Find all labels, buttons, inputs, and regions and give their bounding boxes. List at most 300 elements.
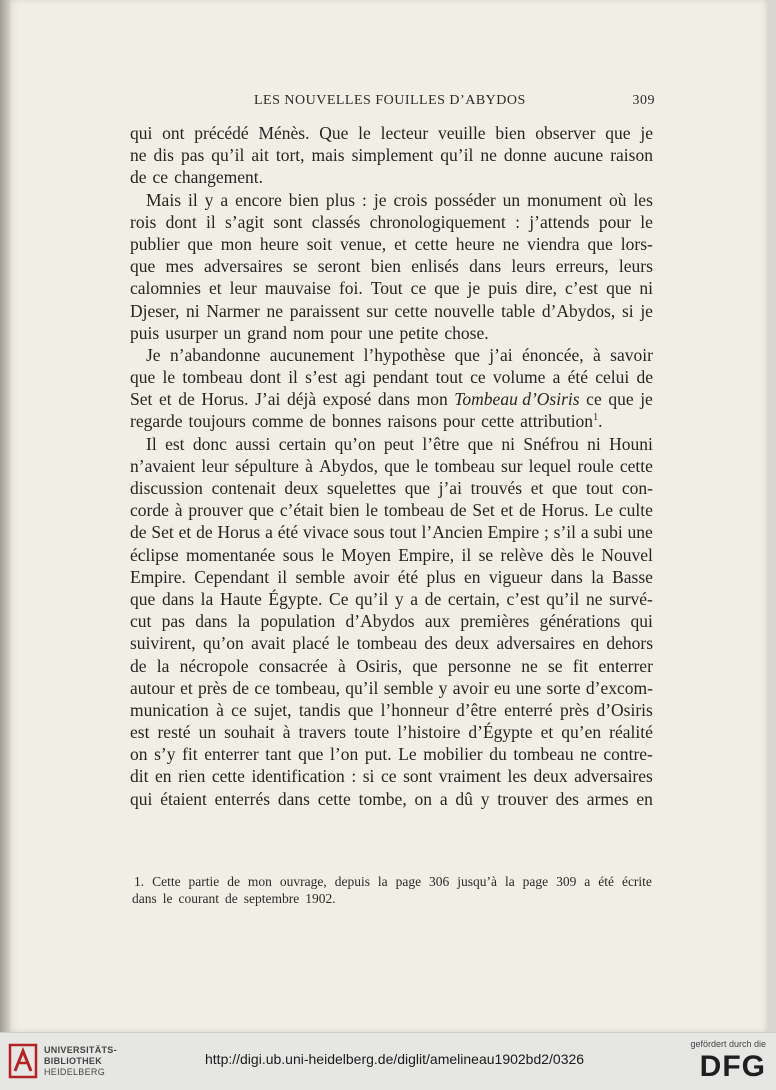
- word: tombe,: [358, 788, 407, 809]
- word: se: [478, 544, 494, 565]
- word: des: [424, 633, 448, 654]
- dfg-logo[interactable]: DFG: [699, 1050, 766, 1083]
- word: d’excom-: [585, 677, 653, 698]
- word: raisons: [387, 411, 438, 432]
- word: de: [424, 588, 442, 609]
- word: de: [309, 411, 326, 432]
- institution-line: BIBLIOTHEK: [44, 1056, 102, 1066]
- word: mais: [311, 145, 345, 166]
- word: qu’il: [546, 588, 580, 609]
- word: et: [178, 522, 192, 543]
- word: nécropole: [179, 655, 249, 676]
- word: mon: [247, 874, 272, 889]
- word: ce: [410, 278, 427, 299]
- word: je: [640, 300, 653, 321]
- word: de: [224, 891, 238, 906]
- word: puis: [130, 322, 160, 343]
- word: a: [580, 522, 589, 543]
- word: qui: [630, 611, 653, 632]
- word: Houni: [609, 433, 653, 454]
- word: nom: [293, 322, 325, 343]
- word: sur: [366, 300, 388, 321]
- word: 306: [429, 874, 450, 889]
- word: de: [232, 677, 250, 698]
- word: Narmer: [206, 300, 260, 321]
- word: que: [552, 478, 578, 498]
- word: munication: [130, 699, 209, 720]
- word: que: [454, 344, 480, 365]
- word: fit: [182, 744, 198, 765]
- word: Que: [319, 123, 349, 143]
- word: je: [640, 123, 653, 143]
- word: lequel: [528, 455, 572, 476]
- word: publier: [130, 233, 180, 254]
- word: ni: [186, 300, 200, 321]
- word: que: [130, 367, 156, 388]
- word: population: [260, 611, 336, 632]
- footnote-reference[interactable]: 1: [593, 412, 599, 424]
- text-line: [130, 277, 653, 299]
- word: Moyen: [341, 544, 391, 565]
- word: le: [321, 544, 334, 565]
- word: de: [227, 874, 240, 889]
- word: lecteur: [380, 123, 429, 143]
- word: 309: [556, 874, 577, 889]
- word: ;: [543, 522, 549, 543]
- institution-line: HEIDELBERG: [44, 1067, 106, 1077]
- word: d’Égypte: [468, 722, 533, 743]
- word: qu’on: [334, 433, 376, 454]
- word: vivace: [302, 522, 349, 543]
- word: le: [162, 367, 176, 388]
- word: l’histoire: [397, 722, 461, 743]
- word: enterrer: [598, 655, 653, 676]
- word: tant: [265, 744, 292, 765]
- word: une: [368, 322, 394, 343]
- word: chose.: [444, 322, 489, 343]
- word: il: [187, 189, 198, 210]
- word: on: [130, 744, 148, 765]
- word: celui: [595, 367, 630, 388]
- word: Abydos,: [319, 455, 378, 476]
- word: Osiris,: [355, 655, 403, 676]
- word: sorte: [546, 677, 581, 698]
- word: souhait: [224, 722, 275, 743]
- word: aucune: [553, 145, 604, 166]
- text-line: [130, 499, 653, 521]
- word: été: [567, 367, 589, 388]
- word: soit: [306, 233, 333, 254]
- word: armes: [586, 788, 629, 809]
- word: de: [178, 389, 195, 410]
- word: Ménès.: [258, 123, 310, 143]
- text-line: [130, 255, 653, 277]
- word: encore: [235, 189, 282, 210]
- word: ne: [585, 588, 603, 609]
- text-line: [130, 610, 653, 632]
- word: Empire.: [130, 566, 186, 587]
- word: discussion: [130, 478, 203, 498]
- word: été: [277, 522, 299, 543]
- word: c’est: [565, 278, 599, 299]
- word: ne: [521, 655, 538, 676]
- word: de: [196, 522, 213, 543]
- text-line: [130, 166, 653, 188]
- word: qu’il: [345, 677, 379, 698]
- word: relève: [500, 544, 544, 565]
- word: ne: [502, 233, 520, 254]
- text-line: [130, 211, 653, 233]
- word: l’hypothèse: [363, 344, 446, 365]
- word: mobilier: [423, 744, 483, 765]
- word: enterré: [504, 699, 553, 720]
- word: dans: [195, 611, 228, 632]
- word: cette: [619, 455, 653, 476]
- word: aussi: [235, 433, 271, 454]
- word: toujours: [188, 411, 246, 432]
- word: réalité: [609, 722, 653, 743]
- word: le: [336, 633, 350, 654]
- word: la: [156, 655, 170, 676]
- word: qu’il: [440, 145, 474, 166]
- word: paraissent: [289, 300, 360, 321]
- word: donc: [192, 433, 227, 454]
- word: tombeau: [513, 744, 574, 765]
- word: veuille: [437, 123, 486, 143]
- word: que: [248, 500, 274, 521]
- word: aux: [424, 611, 451, 632]
- text-line: [130, 544, 653, 566]
- word: il: [461, 544, 472, 565]
- word: Set: [130, 389, 153, 410]
- word: :: [515, 211, 520, 232]
- word: pendant: [373, 367, 429, 388]
- word: dont: [249, 367, 281, 388]
- word: viendra: [527, 233, 580, 254]
- word: put.: [364, 744, 392, 765]
- page-number: 309: [632, 93, 655, 108]
- word: du: [489, 744, 507, 765]
- word: il: [288, 367, 298, 388]
- word: dû: [455, 788, 473, 809]
- word: prouver: [188, 500, 243, 521]
- text-line: [130, 388, 653, 410]
- word: Horus: [217, 522, 261, 543]
- word: ait: [251, 145, 269, 166]
- word: qu’il: [355, 588, 389, 609]
- word: il: [277, 566, 288, 587]
- word: chronologiquement: [369, 211, 506, 232]
- word: s’il: [553, 522, 577, 543]
- word: et: [158, 389, 172, 410]
- word: Il: [146, 433, 157, 454]
- word: tandis: [298, 699, 341, 720]
- word: vigueur: [488, 566, 543, 587]
- word: la: [200, 588, 214, 609]
- word: ni: [587, 433, 601, 454]
- word: et: [208, 278, 222, 299]
- word: d’Abydos: [345, 611, 415, 632]
- running-title: LES NOUVELLES FOUILLES D’ABYDOS: [254, 93, 526, 108]
- word: que: [384, 455, 410, 476]
- institution-line: UNIVERSITÄTS-: [44, 1045, 117, 1055]
- word: lors-: [620, 233, 653, 254]
- word: Le: [398, 744, 417, 765]
- word: de: [130, 522, 147, 543]
- word: Djeser,: [130, 300, 180, 321]
- word: raison: [610, 145, 653, 166]
- footnote-number: 1.: [134, 874, 145, 889]
- word: agi: [344, 367, 366, 388]
- text-line: [130, 144, 653, 166]
- word: dit: [130, 766, 149, 787]
- word: consacrée: [258, 655, 328, 676]
- word: ouvrage,: [279, 874, 327, 889]
- word: y: [438, 677, 448, 698]
- word: squelettes: [327, 478, 397, 498]
- word: les: [633, 189, 653, 210]
- word: ne: [480, 145, 497, 166]
- word: déjà: [286, 389, 317, 410]
- permalink-url[interactable]: http://digi.ub.uni-heidelberg.de/diglit/amelineau1902bd2/0326: [205, 1051, 585, 1067]
- word: enterrés: [214, 788, 271, 809]
- word: placé: [292, 633, 330, 654]
- word: puis: [488, 278, 518, 299]
- word: il: [206, 211, 216, 232]
- word: ni: [639, 278, 653, 299]
- word: d’être: [455, 699, 497, 720]
- word: dans: [277, 788, 310, 809]
- footnote-line: [132, 890, 652, 907]
- word: où: [608, 189, 627, 210]
- text-line: [130, 433, 653, 455]
- word: sous: [282, 544, 314, 565]
- word: survé-: [609, 588, 653, 609]
- word: bien: [288, 189, 319, 210]
- word: contenait: [211, 478, 276, 498]
- word: a: [410, 588, 419, 609]
- word: vraiment: [438, 766, 501, 787]
- word: toute: [354, 722, 390, 743]
- word: septembre: [243, 891, 300, 906]
- word: une: [627, 522, 653, 543]
- word: à: [305, 455, 313, 476]
- word: je: [640, 389, 653, 410]
- word: ni: [501, 433, 515, 454]
- word: pas: [180, 145, 205, 166]
- word: pour: [330, 322, 363, 343]
- word: et: [180, 677, 193, 698]
- word: volume: [492, 367, 546, 388]
- institution-name: [44, 1045, 117, 1078]
- text-line: [130, 122, 653, 144]
- word: heure: [455, 233, 495, 254]
- word: fit: [572, 655, 589, 676]
- word: suivirent,: [130, 633, 196, 654]
- word: usurper: [165, 322, 218, 343]
- word: de: [450, 500, 467, 521]
- word: dans: [161, 588, 195, 609]
- word: Ce: [329, 588, 349, 609]
- word: j’ai: [489, 344, 513, 365]
- word: que: [587, 233, 613, 254]
- word: est: [130, 722, 150, 743]
- word: avait: [251, 633, 286, 654]
- word: que: [608, 389, 634, 410]
- word: ne: [130, 145, 147, 166]
- word: leur: [201, 455, 229, 476]
- word: petite: [399, 322, 439, 343]
- word: tombeau,: [275, 677, 340, 698]
- text-line: [130, 189, 653, 211]
- word: leur: [229, 278, 257, 299]
- word: Égypte.: [268, 588, 323, 609]
- word: y: [394, 588, 404, 609]
- footnote: [132, 873, 652, 907]
- word: d’Osiris: [596, 699, 653, 720]
- word: sujet,: [254, 699, 292, 720]
- word: aucunement: [269, 344, 355, 365]
- word: ce: [586, 389, 602, 410]
- word: c’était: [279, 500, 324, 521]
- word: pas: [161, 611, 185, 632]
- word: que: [187, 233, 213, 254]
- word: corde: [130, 500, 169, 521]
- word: crois: [393, 189, 428, 210]
- word: sous: [353, 522, 385, 543]
- word: tout: [435, 367, 463, 388]
- word: eu: [494, 677, 511, 698]
- word: et: [530, 478, 544, 498]
- word: générations: [539, 611, 621, 632]
- word: écrite: [621, 874, 652, 889]
- word: dans: [377, 389, 410, 410]
- word: mon: [220, 233, 252, 254]
- word: près: [198, 677, 228, 698]
- word: deux: [533, 766, 568, 787]
- word: deux: [284, 478, 319, 498]
- text-line: [130, 455, 653, 477]
- word: leurs: [618, 256, 653, 277]
- word: Set: [472, 500, 495, 521]
- word: se: [547, 655, 563, 676]
- word: y: [204, 189, 214, 210]
- word: de: [130, 655, 147, 676]
- word: personne: [447, 655, 512, 676]
- word: ne: [266, 300, 284, 321]
- word: ne: [580, 744, 597, 765]
- word: éclipse: [130, 544, 179, 565]
- word: depuis: [334, 874, 370, 889]
- word: cette: [414, 233, 448, 254]
- word: qui: [130, 788, 153, 809]
- word: a: [552, 367, 561, 388]
- word: :: [362, 189, 367, 210]
- word: tombeau: [383, 500, 445, 521]
- text-line: [130, 588, 653, 610]
- word: avoir: [353, 566, 390, 587]
- word: en: [582, 633, 599, 654]
- word: Horus.: [201, 389, 249, 410]
- word: Cependant: [194, 566, 270, 587]
- word: erreurs,: [555, 256, 609, 277]
- word: leurs: [511, 256, 546, 277]
- word: sépulture: [234, 455, 299, 476]
- word: Haute: [219, 588, 262, 609]
- text-line: [130, 410, 653, 432]
- word: le: [365, 500, 379, 521]
- text-line: [130, 344, 653, 366]
- word: enterrer: [204, 744, 259, 765]
- word: s’y: [154, 744, 176, 765]
- word: Je: [146, 344, 161, 365]
- word: je: [467, 278, 481, 299]
- word: ce: [152, 167, 169, 188]
- word: partie: [188, 874, 220, 889]
- word: l’être: [422, 433, 460, 454]
- word: tombeau: [182, 367, 243, 388]
- word: Horus.: [541, 500, 589, 521]
- word: en: [464, 566, 481, 587]
- word: Basse: [612, 566, 653, 587]
- word: se: [292, 256, 308, 277]
- word: on: [414, 788, 433, 809]
- word: culte: [618, 500, 653, 521]
- word: heure: [259, 233, 299, 254]
- word: mes: [165, 256, 194, 277]
- word: bien: [329, 500, 360, 521]
- word: que: [467, 433, 493, 454]
- word: que: [606, 278, 632, 299]
- word: et: [394, 233, 407, 254]
- word: près: [559, 699, 590, 720]
- word: semble: [295, 566, 346, 587]
- word: bonnes: [331, 411, 382, 432]
- word: comme: [251, 411, 304, 432]
- word: monument: [527, 189, 602, 210]
- text-line: [130, 788, 653, 810]
- text-line: [130, 322, 653, 344]
- word: adversaires: [203, 256, 283, 277]
- university-library-logo-icon[interactable]: [8, 1043, 38, 1079]
- word: tombeau: [356, 633, 418, 654]
- word: y: [480, 788, 490, 809]
- word: c’est: [506, 588, 540, 609]
- word: cette: [394, 300, 428, 321]
- word: avoir: [452, 677, 489, 698]
- word: Le: [594, 500, 614, 521]
- text-line: [130, 366, 653, 388]
- word: nouvelle: [434, 300, 495, 321]
- word: l’on: [330, 744, 359, 765]
- word: pour: [598, 211, 631, 232]
- word: tout: [585, 478, 614, 498]
- word: a: [439, 788, 448, 809]
- word: a: [584, 874, 591, 889]
- word: simplement: [351, 145, 434, 166]
- text-line: [130, 721, 653, 743]
- word: que: [130, 588, 156, 609]
- word: momentanée: [185, 544, 276, 565]
- word: exposé: [322, 389, 372, 410]
- footnote-line: [132, 873, 652, 890]
- word: peut: [383, 433, 415, 454]
- word: dans: [469, 256, 502, 277]
- word: que: [347, 699, 374, 720]
- word: et: [540, 722, 554, 743]
- word: cette: [211, 766, 245, 787]
- word: rien: [178, 766, 206, 787]
